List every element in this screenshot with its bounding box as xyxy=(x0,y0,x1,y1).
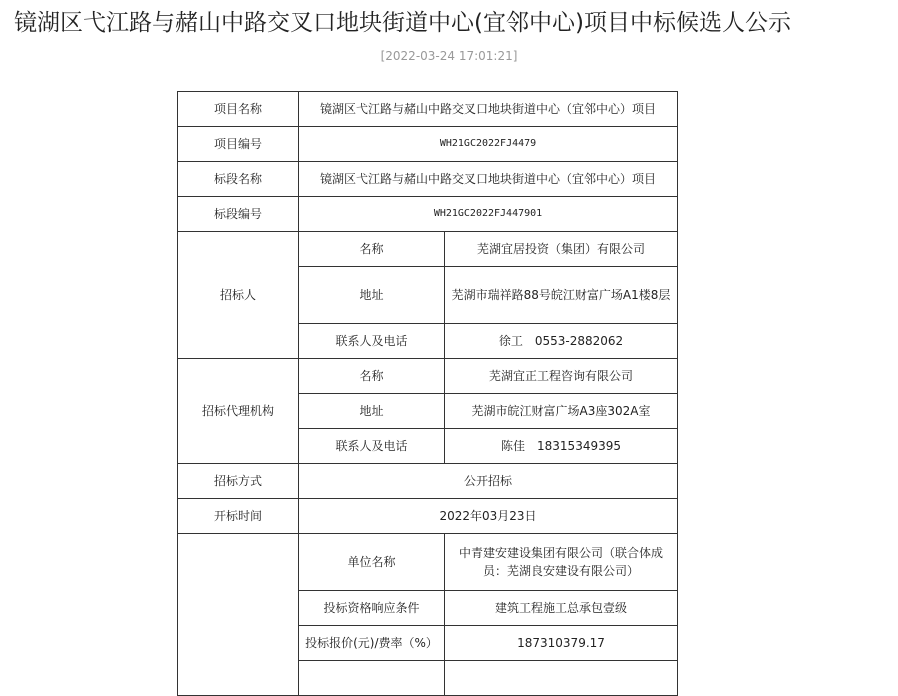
tenderer-name-label: 名称 xyxy=(299,232,445,267)
table-cell xyxy=(445,661,678,696)
tenderer-address-label: 地址 xyxy=(299,267,445,324)
table-row xyxy=(178,534,678,591)
agency-label: 招标代理机构 xyxy=(178,359,299,464)
table-row xyxy=(178,359,678,394)
tenderer-label: 招标人 xyxy=(178,232,299,359)
tenderer-address-value: 芜湖市瑞祥路88号皖江财富广场A1楼8层 xyxy=(445,267,678,324)
table-row xyxy=(178,127,678,162)
open-time-label: 开标时间 xyxy=(178,499,299,534)
section-name-value: 镜湖区弋江路与赭山中路交叉口地块街道中心（宜邻中心）项目 xyxy=(299,162,678,197)
agency-address-label: 地址 xyxy=(299,394,445,429)
table-row xyxy=(178,162,678,197)
table-cell xyxy=(299,661,445,696)
method-label: 招标方式 xyxy=(178,464,299,499)
candidate-qual-value: 建筑工程施工总承包壹级 xyxy=(445,591,678,626)
candidate-unit-label: 单位名称 xyxy=(299,534,445,591)
table-row xyxy=(178,197,678,232)
candidate-section-cell xyxy=(178,534,299,696)
agency-name-label: 名称 xyxy=(299,359,445,394)
agency-contact-label: 联系人及电话 xyxy=(299,429,445,464)
tenderer-contact-label: 联系人及电话 xyxy=(299,324,445,359)
agency-contact-value: 陈佳 18315349395 xyxy=(445,429,678,464)
publish-timestamp: [2022-03-24 17:01:21] xyxy=(380,49,518,63)
tenderer-name-value: 芜湖宜居投资（集团）有限公司 xyxy=(445,232,678,267)
candidate-qual-label: 投标资格响应条件 xyxy=(299,591,445,626)
project-name-label: 项目名称 xyxy=(178,92,299,127)
section-name-label: 标段名称 xyxy=(178,162,299,197)
table-row xyxy=(178,464,678,499)
method-value: 公开招标 xyxy=(299,464,678,499)
table-row xyxy=(178,92,678,127)
project-no-label: 项目编号 xyxy=(178,127,299,162)
section-no-value: WH21GC2022FJ447901 xyxy=(299,197,678,232)
table-row xyxy=(178,232,678,267)
project-no-value: WH21GC2022FJ4479 xyxy=(299,127,678,162)
section-no-label: 标段编号 xyxy=(178,197,299,232)
agency-name-value: 芜湖宜正工程咨询有限公司 xyxy=(445,359,678,394)
project-name-value: 镜湖区弋江路与赭山中路交叉口地块街道中心（宜邻中心）项目 xyxy=(299,92,678,127)
table-row xyxy=(178,499,678,534)
open-time-value: 2022年03月23日 xyxy=(299,499,678,534)
agency-address-value: 芜湖市皖江财富广场A3座302A室 xyxy=(445,394,678,429)
candidate-price-value: 187310379.17 xyxy=(445,626,678,661)
page-title: 镜湖区弋江路与赭山中路交叉口地块街道中心(宜邻中心)项目中标候选人公示 xyxy=(14,10,791,36)
candidate-price-label: 投标报价(元)/费率（%） xyxy=(299,626,445,661)
tenderer-contact-value: 徐工 0553-2882062 xyxy=(445,324,678,359)
notice-table xyxy=(177,91,678,696)
candidate-unit-value: 中青建安建设集团有限公司（联合体成员：芜湖良安建设有限公司） xyxy=(445,534,678,591)
